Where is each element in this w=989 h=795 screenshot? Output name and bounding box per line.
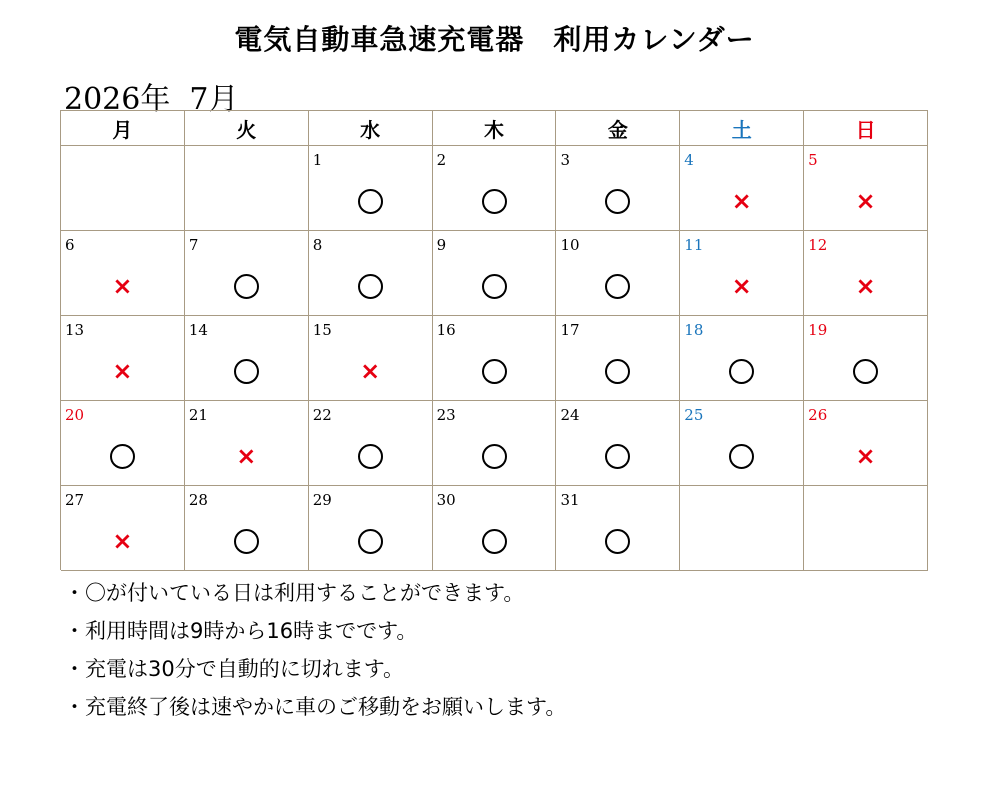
- circle-icon: [482, 274, 507, 299]
- available-circle-icon: [556, 441, 679, 469]
- cross-icon: ×: [112, 357, 133, 385]
- circle-icon: [358, 189, 383, 214]
- circle-icon: [729, 359, 754, 384]
- available-circle-icon: [556, 271, 679, 299]
- day-number: 23: [436, 406, 456, 424]
- week-row: [61, 486, 928, 571]
- day-cell: [804, 316, 928, 401]
- day-cell: [433, 486, 557, 571]
- day-number: 28: [188, 491, 208, 509]
- circle-icon: [358, 444, 383, 469]
- day-number: 8: [312, 236, 323, 254]
- day-cell: [804, 231, 928, 316]
- available-circle-icon: [556, 186, 679, 214]
- day-cell: [185, 486, 309, 571]
- circle-icon: [358, 274, 383, 299]
- unavailable-cross-icon: [61, 526, 184, 554]
- day-cell: [309, 316, 433, 401]
- circle-icon: [605, 189, 630, 214]
- day-cell: [433, 316, 557, 401]
- weekday-header-wed: 水: [309, 111, 433, 146]
- circle-icon: [482, 189, 507, 214]
- circle-icon: [482, 529, 507, 554]
- cross-icon: ×: [731, 272, 752, 300]
- weekday-header-sun: 日: [804, 111, 928, 146]
- day-number: 13: [65, 321, 85, 339]
- day-cell: [61, 231, 185, 316]
- unavailable-cross-icon: [680, 271, 803, 299]
- cross-icon: ×: [112, 527, 133, 555]
- day-number: 15: [312, 321, 332, 339]
- cross-icon: ×: [360, 357, 381, 385]
- circle-icon: [482, 359, 507, 384]
- day-cell: [680, 231, 804, 316]
- day-cell: [433, 401, 557, 486]
- circle-icon: [605, 529, 630, 554]
- day-number: 18: [684, 321, 704, 339]
- empty-day-cell: [804, 486, 928, 571]
- available-circle-icon: [680, 356, 803, 384]
- note-item: ・利用時間は9時から16時までです。: [64, 619, 418, 643]
- circle-icon: [605, 359, 630, 384]
- cross-icon: ×: [236, 442, 257, 470]
- weekday-header-mon: 月: [61, 111, 185, 146]
- day-cell: [556, 231, 680, 316]
- available-circle-icon: [680, 441, 803, 469]
- week-row: [61, 401, 928, 486]
- day-cell: [309, 231, 433, 316]
- day-number: 21: [188, 406, 208, 424]
- day-number: 26: [808, 406, 828, 424]
- available-circle-icon: [61, 441, 184, 469]
- day-cell: [556, 401, 680, 486]
- empty-day-cell: [680, 486, 804, 571]
- calendar-grid: [60, 110, 928, 570]
- circle-icon: [853, 359, 878, 384]
- day-cell: [556, 316, 680, 401]
- day-number: 7: [188, 236, 199, 254]
- day-cell: [185, 316, 309, 401]
- day-cell: [680, 146, 804, 231]
- unavailable-cross-icon: [61, 356, 184, 384]
- circle-icon: [358, 529, 383, 554]
- day-number: 14: [188, 321, 208, 339]
- day-cell: [433, 231, 557, 316]
- available-circle-icon: [433, 441, 556, 469]
- day-cell: [185, 401, 309, 486]
- day-number: 6: [65, 236, 75, 254]
- day-number: 9: [436, 236, 447, 254]
- day-number: 25: [684, 406, 704, 424]
- day-cell: [185, 231, 309, 316]
- day-number: 11: [684, 236, 704, 254]
- available-circle-icon: [309, 526, 432, 554]
- empty-day-cell: [185, 146, 309, 231]
- available-circle-icon: [185, 526, 308, 554]
- day-cell: [680, 316, 804, 401]
- day-number: 17: [560, 321, 580, 339]
- available-circle-icon: [309, 441, 432, 469]
- circle-icon: [110, 444, 135, 469]
- circle-icon: [234, 359, 259, 384]
- available-circle-icon: [433, 526, 556, 554]
- available-circle-icon: [804, 356, 927, 384]
- cross-icon: ×: [855, 272, 876, 300]
- unavailable-cross-icon: [185, 441, 308, 469]
- day-cell: [433, 146, 557, 231]
- day-number: 29: [312, 491, 332, 509]
- weekday-header-sat: 土: [680, 111, 804, 146]
- day-number: 31: [560, 491, 580, 509]
- day-number: 19: [808, 321, 828, 339]
- available-circle-icon: [556, 356, 679, 384]
- circle-icon: [482, 444, 507, 469]
- available-circle-icon: [556, 526, 679, 554]
- circle-icon: [605, 444, 630, 469]
- day-cell: [309, 401, 433, 486]
- unavailable-cross-icon: [804, 186, 927, 214]
- available-circle-icon: [309, 186, 432, 214]
- cross-icon: ×: [112, 272, 133, 300]
- week-row: [61, 146, 928, 231]
- circle-icon: [234, 529, 259, 554]
- day-number: 22: [312, 406, 332, 424]
- note-item: ・充電は30分で自動的に切れます。: [64, 657, 405, 681]
- day-number: 4: [684, 151, 694, 169]
- day-number: 16: [436, 321, 456, 339]
- day-number: 24: [560, 406, 580, 424]
- day-number: 10: [560, 236, 580, 254]
- week-row: [61, 231, 928, 316]
- unavailable-cross-icon: [804, 441, 927, 469]
- day-cell: [61, 316, 185, 401]
- day-number: 2: [436, 151, 447, 169]
- month-label: 2026年 7月: [64, 82, 239, 117]
- day-cell: [309, 486, 433, 571]
- unavailable-cross-icon: [680, 186, 803, 214]
- weekday-header-tue: 火: [185, 111, 309, 146]
- unavailable-cross-icon: [309, 356, 432, 384]
- weekday-header-fri: 金: [556, 111, 680, 146]
- cross-icon: ×: [855, 442, 876, 470]
- weekday-header-thu: 木: [433, 111, 557, 146]
- day-number: 3: [560, 151, 570, 169]
- day-number: 1: [312, 151, 323, 169]
- available-circle-icon: [433, 356, 556, 384]
- day-cell: [804, 146, 928, 231]
- day-cell: [556, 146, 680, 231]
- weekday-header-row: [61, 111, 928, 146]
- calendar-weeks: [61, 146, 928, 571]
- day-cell: [309, 146, 433, 231]
- note-item: ・〇が付いている日は利用することができます。: [64, 581, 525, 605]
- circle-icon: [729, 444, 754, 469]
- day-cell: [61, 486, 185, 571]
- circle-icon: [234, 274, 259, 299]
- unavailable-cross-icon: [804, 271, 927, 299]
- day-number: 20: [65, 406, 85, 424]
- notes-list: [64, 576, 566, 728]
- day-number: 5: [808, 151, 818, 169]
- week-row: [61, 316, 928, 401]
- available-circle-icon: [433, 271, 556, 299]
- available-circle-icon: [309, 271, 432, 299]
- cross-icon: ×: [855, 187, 876, 215]
- day-cell: [556, 486, 680, 571]
- cross-icon: ×: [731, 187, 752, 215]
- day-cell: [61, 401, 185, 486]
- day-cell: [680, 401, 804, 486]
- day-number: 12: [808, 236, 828, 254]
- circle-icon: [605, 274, 630, 299]
- day-number: 27: [65, 491, 85, 509]
- available-circle-icon: [185, 271, 308, 299]
- day-number: 30: [436, 491, 456, 509]
- unavailable-cross-icon: [61, 271, 184, 299]
- page-title: 電気自動車急速充電器 利用カレンダー: [234, 23, 755, 56]
- day-cell: [804, 401, 928, 486]
- empty-day-cell: [61, 146, 185, 231]
- note-item: ・充電終了後は速やかに車のご移動をお願いします。: [64, 695, 567, 719]
- available-circle-icon: [185, 356, 308, 384]
- available-circle-icon: [433, 186, 556, 214]
